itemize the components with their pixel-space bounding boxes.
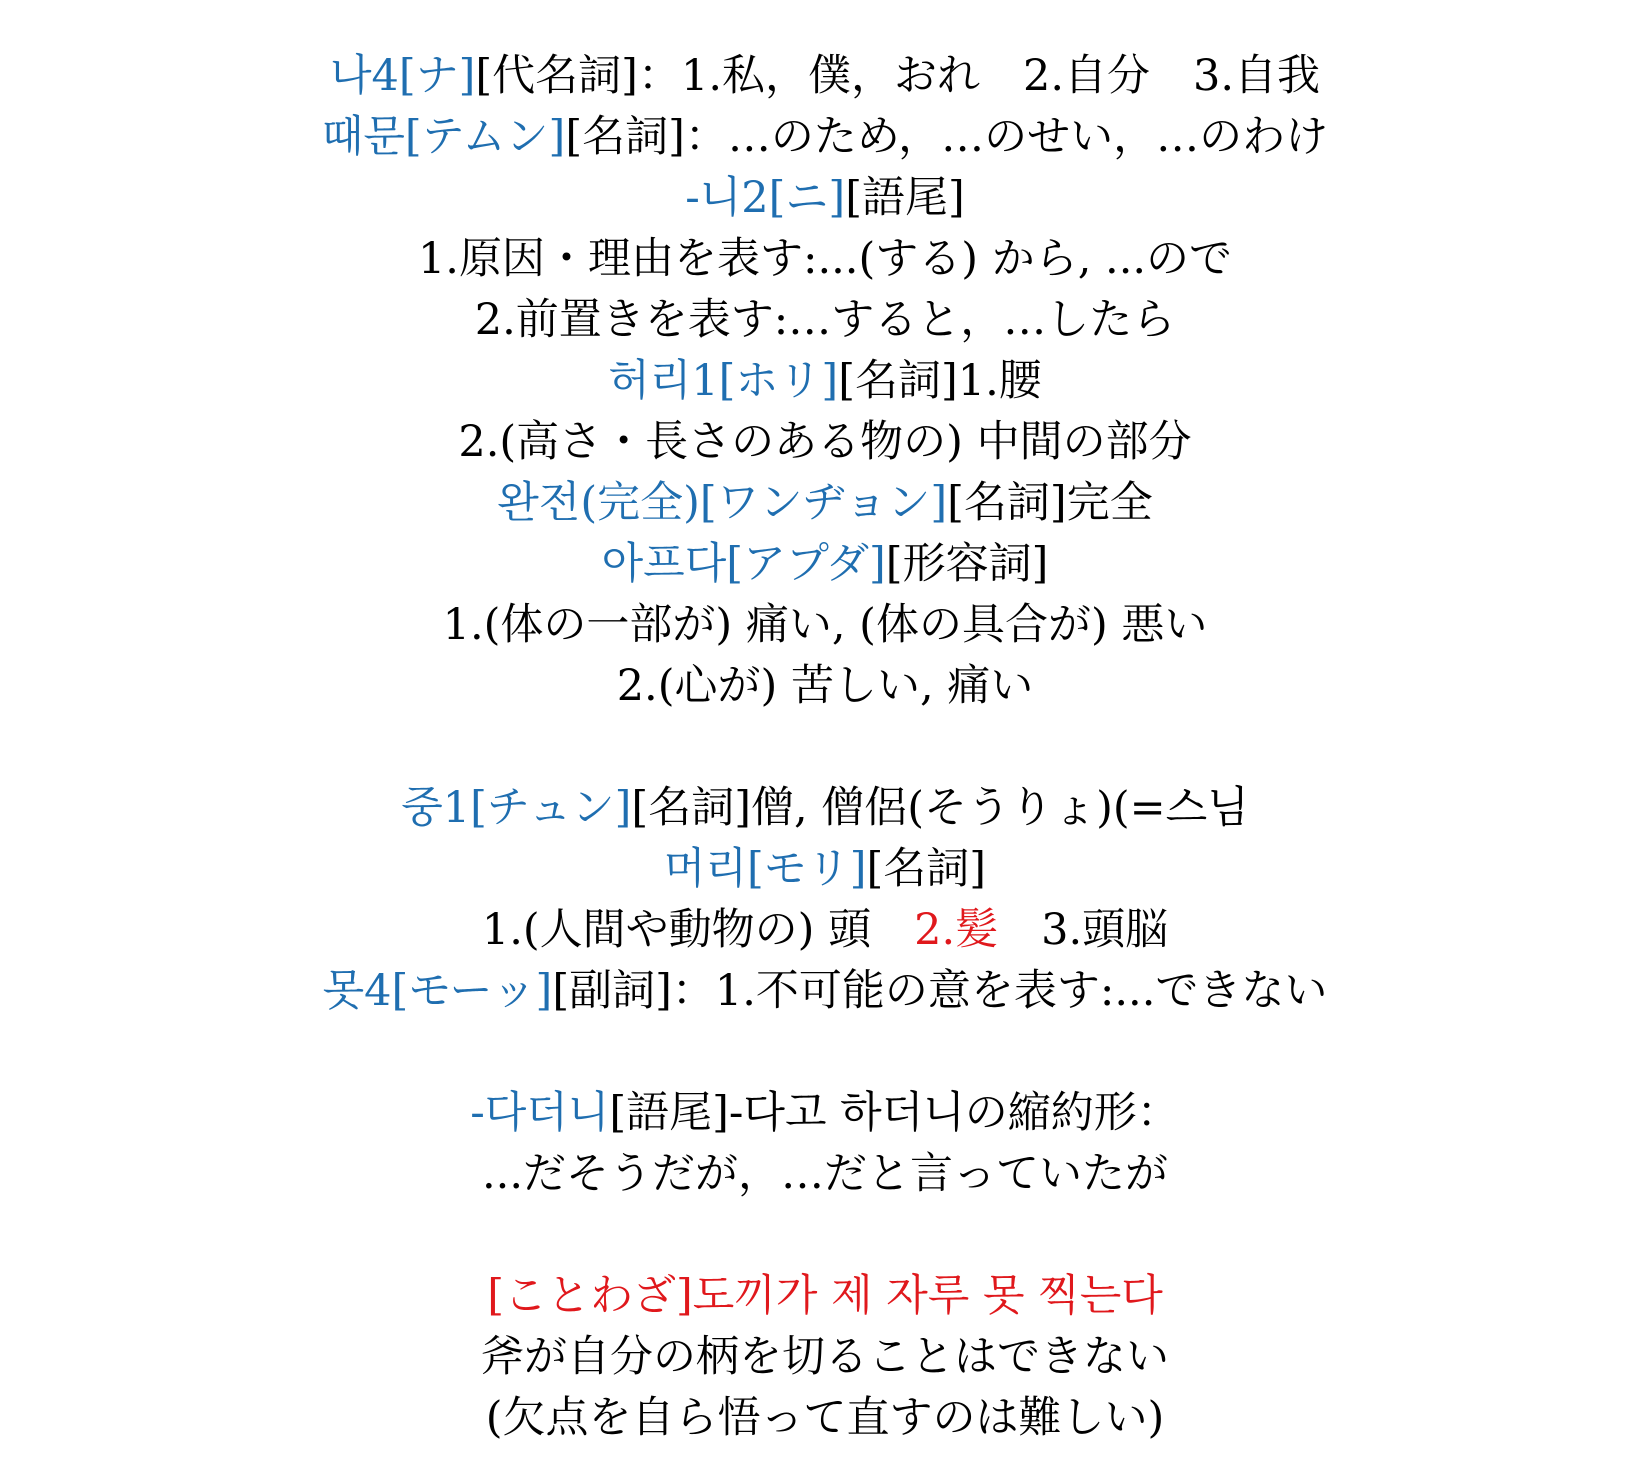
blank-line	[0, 717, 1650, 778]
blank-line	[0, 1022, 1650, 1083]
entry-line	[0, 1327, 1650, 1388]
entry-line	[0, 1083, 1650, 1144]
entry-line	[0, 534, 1650, 595]
definition-text: 斧が自分の柄を切ることはできない	[481, 1332, 1169, 1382]
headword: -다더니	[470, 1088, 610, 1138]
definition-text: [代名詞]：1.私，僕，おれ 2.自分 3.自我	[475, 51, 1321, 101]
definition-text: [名詞]	[866, 844, 987, 894]
entry-line	[0, 229, 1650, 290]
headword: 허리1[ホリ]	[608, 356, 839, 406]
highlight-text: 2.髪	[914, 905, 999, 955]
definition-text: [副詞]：1.不可能の意を表す:...できない	[552, 966, 1328, 1016]
definition-text: 2.前置きを表す:…すると，…したら	[474, 295, 1176, 345]
headword: 때문[テムン]	[321, 112, 566, 162]
headword: 머리[モリ]	[663, 844, 867, 894]
definition-text: 2.(高さ・長さのある物の) 中間の部分	[458, 417, 1192, 467]
definition-text: 1.原因・理由を表す:...(する) から, ...ので	[417, 234, 1233, 284]
entry-line	[0, 351, 1650, 412]
entry-line	[0, 900, 1650, 961]
definition-text: 1.(人間や動物の) 頭	[481, 905, 915, 955]
definition-text: [名詞]1.腰	[838, 356, 1042, 406]
definition-text: [名詞]：…のため，…のせい，…のわけ	[565, 112, 1329, 162]
entry-line	[0, 168, 1650, 229]
entry-line	[0, 656, 1650, 717]
definition-text: 3.頭脳	[998, 905, 1169, 955]
entry-line	[0, 839, 1650, 900]
entry-line	[0, 412, 1650, 473]
definition-text: (欠点を自ら悟って直すのは難しい)	[485, 1393, 1165, 1443]
blank-line	[0, 1205, 1650, 1266]
entry-line	[0, 595, 1650, 656]
definition-text: 2.(心が) 苦しい, 痛い	[616, 661, 1034, 711]
definition-text: [名詞]完全	[947, 478, 1153, 528]
headword: 나4[ナ]	[329, 51, 476, 101]
headword: 못4[モーッ]	[322, 966, 553, 1016]
entry-line	[0, 1144, 1650, 1205]
entry-line	[0, 46, 1650, 107]
definition-text: [語尾]-다고 하더니の縮約形：	[609, 1088, 1180, 1138]
headword: 아프다[アプダ]	[601, 539, 886, 589]
definition-text: 1.(体の一部が) 痛い, (体の具合が) 悪い	[442, 600, 1208, 650]
entry-line	[0, 778, 1650, 839]
definition-text: [語尾]	[845, 173, 965, 223]
entry-line	[0, 107, 1650, 168]
entry-line	[0, 290, 1650, 351]
headword: -니2[ニ]	[685, 173, 846, 223]
entry-line	[0, 961, 1650, 1022]
dictionary-page	[0, 46, 1650, 1449]
headword: 완전(完全)[ワンヂョン]	[497, 478, 948, 528]
entry-line	[0, 1266, 1650, 1327]
definition-text: [名詞]僧, 僧侶(そうりょ)(=스님	[631, 783, 1249, 833]
entry-line	[0, 473, 1650, 534]
definition-text: [形容詞]	[885, 539, 1049, 589]
definition-text: ...だそうだが，…だと言っていたが	[481, 1149, 1168, 1199]
highlight-text: [ことわざ]도끼가 제 자루 못 찍는다	[487, 1271, 1163, 1321]
headword: 중1[チュン]	[401, 783, 632, 833]
entry-line	[0, 1388, 1650, 1449]
